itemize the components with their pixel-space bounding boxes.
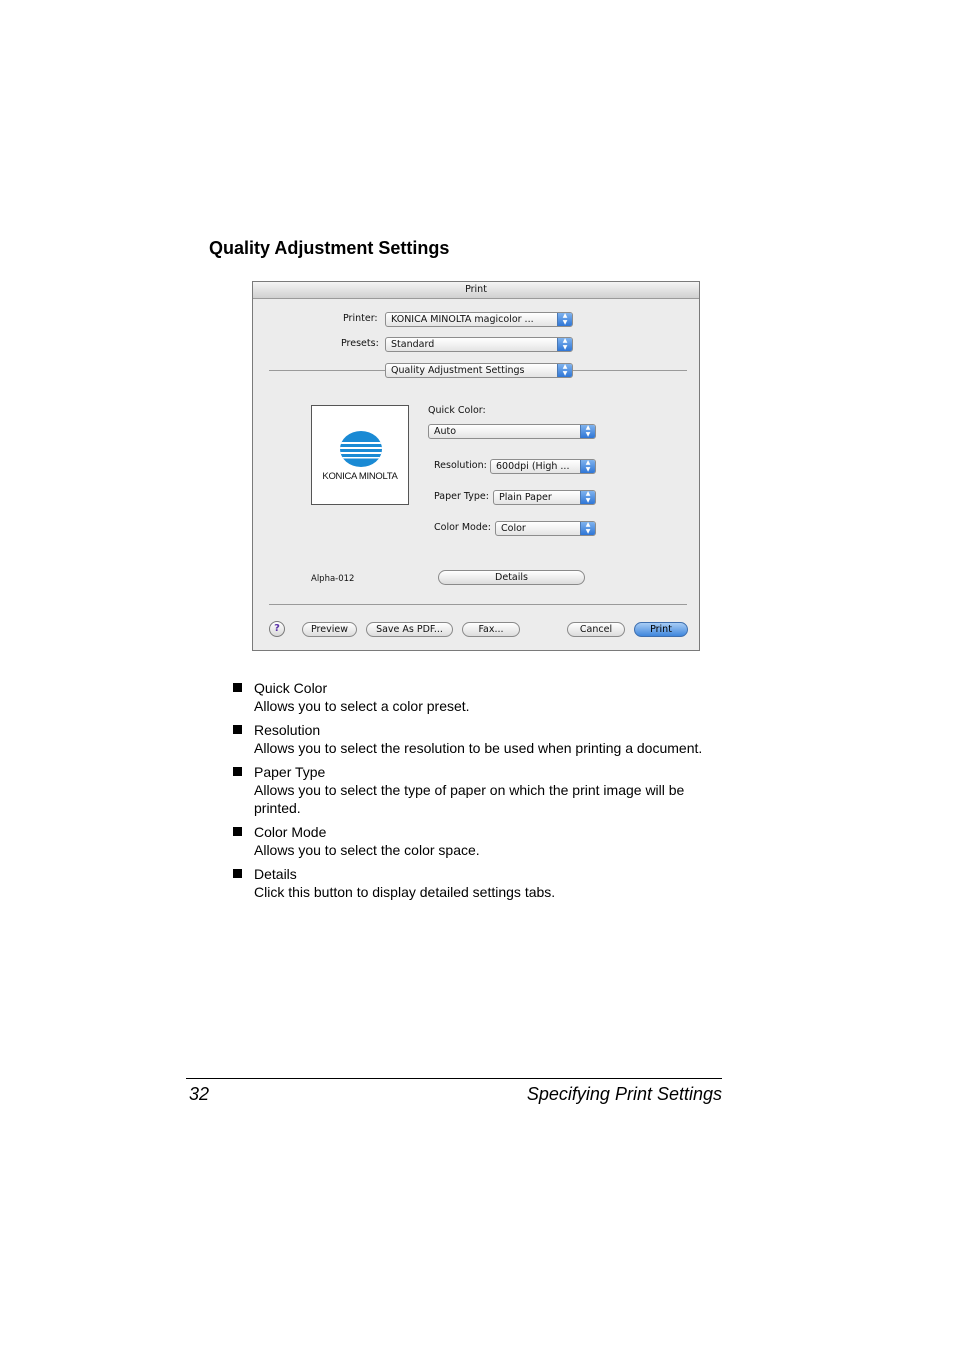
popup-arrows-icon: ▲ ▼ [557, 313, 572, 326]
details-button[interactable]: Details [438, 570, 585, 585]
paper-type-label: Paper Type: [434, 491, 489, 502]
popup-arrows-icon: ▲ ▼ [557, 338, 572, 351]
presets-popup[interactable] [385, 337, 573, 352]
paper-type-popup[interactable] [493, 490, 596, 505]
item-title: Color Mode [254, 824, 327, 840]
divider [269, 604, 687, 605]
konica-minolta-globe-icon [340, 431, 382, 467]
print-dialog-screenshot [252, 281, 700, 651]
cancel-button[interactable]: Cancel [567, 622, 625, 637]
resolution-label: Resolution: [434, 460, 487, 471]
section-title: Quality Adjustment Settings [209, 238, 450, 258]
printer-logo [311, 405, 409, 505]
quick-color-label: Quick Color: [428, 405, 486, 416]
item-title: Details [254, 866, 297, 882]
color-mode-label: Color Mode: [434, 522, 491, 533]
list-item [232, 679, 732, 715]
bullet-square-icon [233, 683, 242, 692]
item-description: Allows you to select the type of paper on which the print image will be printed. [254, 782, 685, 816]
item-description: Allows you to select the color space. [254, 842, 480, 858]
color-mode-popup[interactable] [495, 521, 596, 536]
resolution-value: 600dpi (High ... [496, 461, 570, 472]
list-item [232, 865, 732, 901]
print-button[interactable]: Print [634, 622, 688, 637]
item-description: Allows you to select a color preset. [254, 698, 470, 714]
popup-arrows-icon: ▲ ▼ [580, 522, 595, 535]
paper-type-value: Plain Paper [499, 492, 552, 503]
quick-color-value: Auto [434, 426, 457, 437]
popup-arrows-icon: ▲ ▼ [580, 460, 595, 473]
item-description: Click this button to display detailed settings tabs. [254, 884, 556, 900]
settings-list [232, 679, 732, 907]
popup-arrows-icon: ▲ ▼ [580, 425, 595, 438]
fax-button[interactable]: Fax... [462, 622, 520, 637]
version-text: Alpha-012 [311, 574, 355, 584]
item-title: Paper Type [254, 764, 326, 780]
page-number: 32 [189, 1084, 210, 1104]
presets-value: Standard [391, 339, 435, 350]
item-title: Quick Color [254, 680, 328, 696]
bullet-square-icon [233, 827, 242, 836]
save-as-pdf-button[interactable]: Save As PDF... [366, 622, 453, 637]
bullet-square-icon [233, 725, 242, 734]
bullet-square-icon [233, 767, 242, 776]
help-icon[interactable]: ? [269, 621, 285, 637]
panel-popup[interactable] [385, 363, 573, 378]
color-mode-value: Color [501, 523, 526, 534]
divider [269, 370, 385, 371]
printer-popup[interactable] [385, 312, 573, 327]
quick-color-popup[interactable] [428, 424, 596, 439]
popup-arrows-icon: ▲ ▼ [580, 491, 595, 504]
divider [573, 370, 687, 371]
footer-rule [186, 1078, 722, 1079]
preview-button[interactable]: Preview [302, 622, 357, 637]
printer-value: KONICA MINOLTA magicolor ... [391, 314, 534, 325]
resolution-popup[interactable] [490, 459, 596, 474]
list-item [232, 721, 732, 757]
popup-arrows-icon: ▲ ▼ [557, 364, 572, 377]
chapter-title: Specifying Print Settings [526, 1084, 722, 1104]
printer-label: Printer: [343, 313, 378, 324]
bullet-square-icon [233, 869, 242, 878]
panel-value: Quality Adjustment Settings [391, 365, 525, 376]
dialog-title: Print [253, 282, 699, 299]
presets-label: Presets: [341, 338, 379, 349]
item-title: Resolution [254, 722, 321, 738]
list-item [232, 823, 732, 859]
logo-text: KONICA MINOLTA [322, 471, 398, 482]
list-item [232, 763, 732, 817]
item-description: Allows you to select the resolution to be used when printing a document. [254, 740, 703, 756]
